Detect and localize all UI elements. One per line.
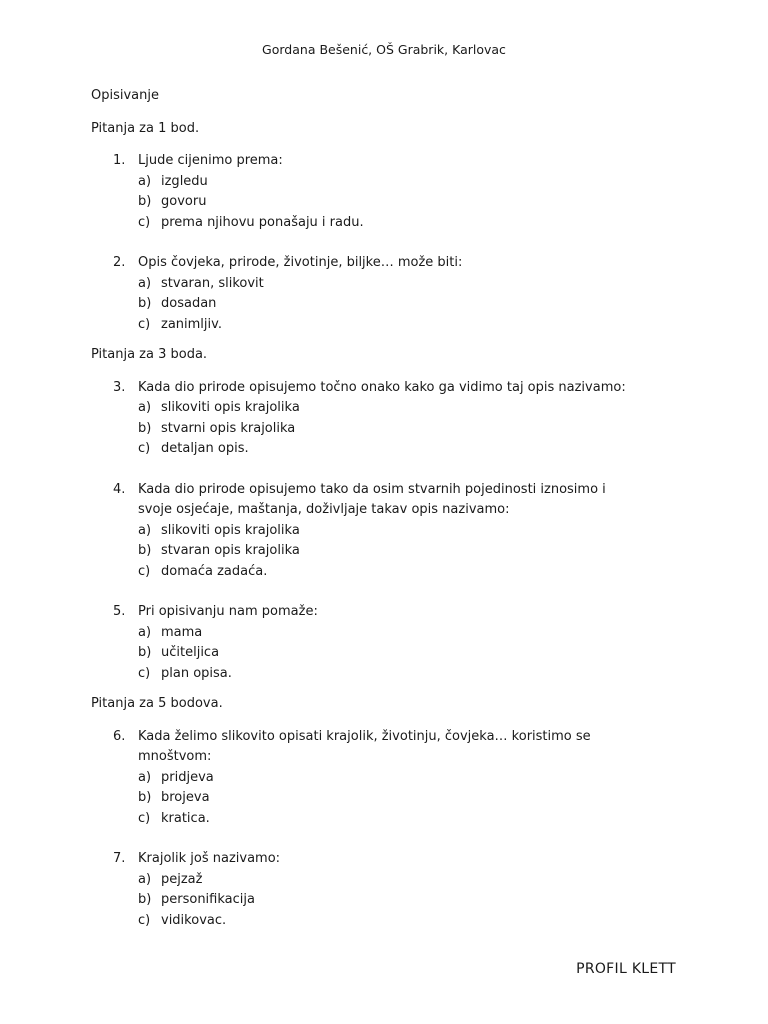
option-letter: a) (138, 275, 152, 291)
document-title: Opisivanje (91, 88, 159, 103)
question-text: Krajolik još nazivamo: (138, 851, 281, 866)
publisher-footer: PROFIL KLETT (576, 961, 676, 977)
section-heading: Pitanja za 5 bodova. (91, 696, 223, 711)
answer-option (138, 192, 691, 213)
answer-option (138, 623, 691, 644)
option-text: dosadan (161, 296, 217, 311)
answer-option (138, 419, 691, 440)
option-text: pridjeva (161, 769, 214, 785)
option-text: kratica. (161, 810, 210, 826)
answer-option (138, 294, 691, 315)
option-letter: b) (138, 543, 152, 558)
option-text: detaljan opis. (161, 441, 249, 456)
page-header: Gordana Bešenić, OŠ Grabrik, Karlovac (262, 42, 506, 57)
question (91, 602, 691, 684)
question (91, 727, 691, 830)
question-number: 6. (113, 728, 126, 744)
answer-option (138, 562, 691, 583)
option-letter: c) (138, 912, 151, 928)
question (91, 253, 691, 335)
option-letter: b) (138, 296, 152, 311)
answer-option (138, 398, 691, 419)
option-text: pejzaž (161, 871, 203, 887)
option-letter: a) (138, 173, 152, 189)
answer-option (138, 213, 691, 234)
option-letter: c) (138, 316, 151, 332)
question-number: 4. (113, 481, 126, 497)
question-text: Kada dio prirode opisujemo tako da osim stvarnih pojedinosti iznosimo i svoje osjećaje, maštanja, doživljaje takav opis nazivamo: (138, 481, 606, 517)
option-text: stvarni opis krajolika (161, 420, 296, 436)
answer-option (138, 911, 691, 932)
question-text: Opis čovjeka, prirode, životinje, biljke… može biti: (138, 255, 463, 270)
question-number: 2. (113, 255, 126, 270)
option-letter: a) (138, 871, 152, 887)
question-number: 7. (113, 851, 126, 866)
question (91, 151, 691, 233)
question-text: Pri opisivanju nam pomaže: (138, 604, 318, 619)
option-letter: b) (138, 645, 152, 660)
document-body (91, 86, 691, 951)
question-text: Kada želimo slikovito opisati krajolik, životinju, čovjeka… koristimo se mnoštvom: (138, 728, 591, 764)
answer-option (138, 809, 691, 830)
question (91, 480, 691, 583)
option-text: prema njihovu ponašaju i radu. (161, 214, 364, 230)
question-number: 1. (113, 153, 126, 168)
answer-option (138, 643, 691, 664)
option-letter: c) (138, 563, 151, 579)
option-letter: a) (138, 400, 152, 415)
option-text: stvaran opis krajolika (161, 543, 300, 558)
answer-option (138, 768, 691, 789)
option-letter: a) (138, 522, 152, 538)
option-text: izgledu (161, 173, 208, 189)
answer-option (138, 788, 691, 809)
option-letter: c) (138, 665, 151, 681)
option-letter: b) (138, 420, 152, 436)
option-letter: b) (138, 790, 152, 805)
option-letter: a) (138, 624, 152, 640)
option-text: mama (161, 624, 203, 640)
answer-option (138, 541, 691, 562)
answer-option (138, 521, 691, 542)
option-text: slikoviti opis krajolika (161, 522, 300, 538)
option-text: govoru (161, 194, 207, 209)
option-text: slikoviti opis krajolika (161, 400, 300, 415)
answer-option (138, 172, 691, 193)
option-text: brojeva (161, 790, 210, 805)
option-letter: c) (138, 441, 151, 456)
section-heading: Pitanja za 1 bod. (91, 120, 200, 136)
option-text: plan opisa. (161, 665, 232, 681)
question (91, 849, 691, 931)
question-text: Ljude cijenimo prema: (138, 153, 283, 168)
answer-option (138, 890, 691, 911)
option-letter: b) (138, 194, 152, 209)
answer-option (138, 664, 691, 685)
answer-option (138, 870, 691, 891)
option-text: učiteljica (161, 645, 220, 660)
answer-option (138, 439, 691, 460)
option-text: domaća zadaća. (161, 563, 268, 579)
option-letter: c) (138, 810, 151, 826)
answer-option (138, 315, 691, 336)
option-text: vidikovac. (161, 912, 227, 928)
option-letter: b) (138, 892, 152, 907)
option-text: personifikacija (161, 892, 255, 907)
section-heading: Pitanja za 3 boda. (91, 347, 208, 362)
option-letter: a) (138, 769, 152, 785)
option-letter: c) (138, 214, 151, 230)
question-number: 5. (113, 604, 126, 619)
question-number: 3. (113, 379, 126, 395)
question-text: Kada dio prirode opisujemo točno onako kako ga vidimo taj opis nazivamo: (138, 379, 626, 395)
option-text: stvaran, slikovit (161, 275, 264, 291)
answer-option (138, 274, 691, 295)
question (91, 378, 691, 460)
option-text: zanimljiv. (161, 316, 222, 332)
